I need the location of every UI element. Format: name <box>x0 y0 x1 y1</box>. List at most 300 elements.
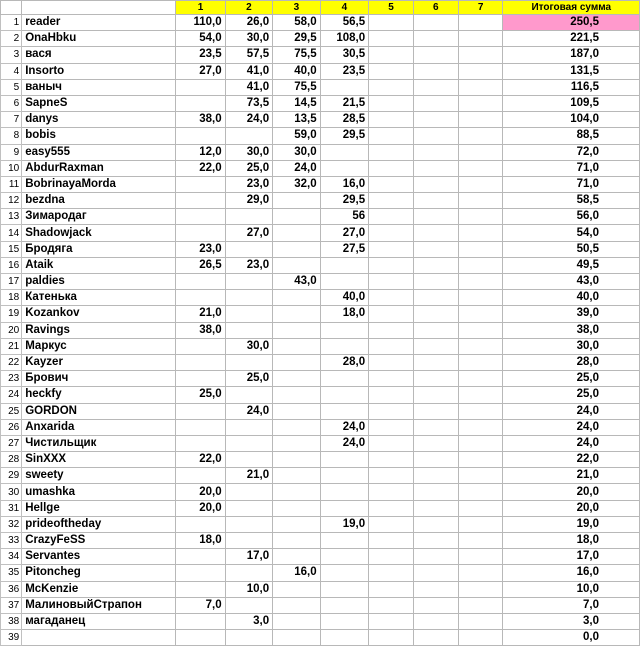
row-number[interactable]: 13 <box>1 209 22 225</box>
round-2-score-cell[interactable]: 30,0 <box>225 31 273 47</box>
row-number[interactable]: 18 <box>1 290 22 306</box>
round-5-score-cell[interactable] <box>369 338 414 354</box>
row-number[interactable]: 20 <box>1 322 22 338</box>
round-2-score-cell[interactable] <box>225 209 273 225</box>
round-6-score-cell[interactable] <box>413 31 458 47</box>
row-number[interactable]: 4 <box>1 63 22 79</box>
player-name-cell[interactable]: heckfy <box>22 387 176 403</box>
round-1-score-cell[interactable] <box>176 581 225 597</box>
round-6-score-cell[interactable] <box>413 209 458 225</box>
total-score-cell[interactable]: 25,0 <box>503 371 640 387</box>
round-1-score-cell[interactable] <box>176 468 225 484</box>
round-7-score-cell[interactable] <box>458 79 503 95</box>
round-1-score-cell[interactable]: 27,0 <box>176 63 225 79</box>
row-number[interactable]: 5 <box>1 79 22 95</box>
round-4-score-cell[interactable] <box>320 549 369 565</box>
round-3-score-cell[interactable] <box>273 630 321 646</box>
round-7-score-cell[interactable] <box>458 306 503 322</box>
round-5-score-cell[interactable] <box>369 468 414 484</box>
round-5-score-cell[interactable] <box>369 500 414 516</box>
round-7-score-cell[interactable] <box>458 95 503 111</box>
round-2-score-cell[interactable]: 29,0 <box>225 193 273 209</box>
round-6-score-cell[interactable] <box>413 225 458 241</box>
round-5-score-cell[interactable] <box>369 435 414 451</box>
round-2-score-cell[interactable] <box>225 630 273 646</box>
round-3-score-cell[interactable] <box>273 484 321 500</box>
row-number[interactable]: 15 <box>1 241 22 257</box>
row-number[interactable]: 10 <box>1 160 22 176</box>
round-7-score-cell[interactable] <box>458 484 503 500</box>
round-7-score-cell[interactable] <box>458 241 503 257</box>
corner-cell[interactable] <box>1 1 22 15</box>
round-1-score-cell[interactable] <box>176 176 225 192</box>
round-1-score-cell[interactable] <box>176 209 225 225</box>
round-1-score-cell[interactable]: 18,0 <box>176 533 225 549</box>
round-1-score-cell[interactable] <box>176 516 225 532</box>
round-2-score-cell[interactable] <box>225 274 273 290</box>
round-5-score-cell[interactable] <box>369 306 414 322</box>
round-7-score-cell[interactable] <box>458 565 503 581</box>
round-3-score-cell[interactable] <box>273 338 321 354</box>
round-4-score-cell[interactable]: 27,5 <box>320 241 369 257</box>
round-7-score-cell[interactable] <box>458 597 503 613</box>
round-2-score-cell[interactable] <box>225 597 273 613</box>
round-5-score-cell[interactable] <box>369 597 414 613</box>
round-5-score-cell[interactable] <box>369 565 414 581</box>
total-score-cell[interactable]: 19,0 <box>503 516 640 532</box>
round-5-score-cell[interactable] <box>369 371 414 387</box>
round-6-score-cell[interactable] <box>413 533 458 549</box>
round-3-score-cell[interactable] <box>273 435 321 451</box>
round-5-score-cell[interactable] <box>369 257 414 273</box>
round-4-score-cell[interactable]: 30,5 <box>320 47 369 63</box>
round-2-score-cell[interactable]: 24,0 <box>225 403 273 419</box>
round-4-score-cell[interactable]: 29,5 <box>320 128 369 144</box>
round-7-score-cell[interactable] <box>458 500 503 516</box>
round-4-score-cell[interactable] <box>320 565 369 581</box>
row-number[interactable]: 32 <box>1 516 22 532</box>
total-score-cell[interactable]: 71,0 <box>503 160 640 176</box>
round-3-score-cell[interactable] <box>273 193 321 209</box>
round-1-score-cell[interactable] <box>176 338 225 354</box>
round-2-score-cell[interactable]: 25,0 <box>225 160 273 176</box>
player-name-cell[interactable]: paldies <box>22 274 176 290</box>
player-name-cell[interactable]: Kozankov <box>22 306 176 322</box>
round-3-score-cell[interactable] <box>273 468 321 484</box>
round-5-score-cell[interactable] <box>369 290 414 306</box>
round-1-score-cell[interactable] <box>176 225 225 241</box>
round-1-score-cell[interactable] <box>176 549 225 565</box>
player-name-cell[interactable]: CrazyFeSS <box>22 533 176 549</box>
round-7-score-cell[interactable] <box>458 387 503 403</box>
round-1-score-cell[interactable]: 12,0 <box>176 144 225 160</box>
round-header-3[interactable]: 3 <box>273 1 321 15</box>
round-7-score-cell[interactable] <box>458 31 503 47</box>
round-2-score-cell[interactable]: 27,0 <box>225 225 273 241</box>
round-2-score-cell[interactable]: 17,0 <box>225 549 273 565</box>
name-header-cell[interactable] <box>22 1 176 15</box>
round-4-score-cell[interactable] <box>320 144 369 160</box>
round-6-score-cell[interactable] <box>413 597 458 613</box>
player-name-cell[interactable]: Маркус <box>22 338 176 354</box>
total-score-cell[interactable]: 24,0 <box>503 435 640 451</box>
round-2-score-cell[interactable]: 57,5 <box>225 47 273 63</box>
round-3-score-cell[interactable] <box>273 290 321 306</box>
player-name-cell[interactable]: Катенька <box>22 290 176 306</box>
player-name-cell[interactable]: магаданец <box>22 613 176 629</box>
total-score-cell[interactable]: 24,0 <box>503 403 640 419</box>
round-6-score-cell[interactable] <box>413 419 458 435</box>
round-3-score-cell[interactable]: 16,0 <box>273 565 321 581</box>
round-4-score-cell[interactable]: 28,5 <box>320 112 369 128</box>
round-1-score-cell[interactable] <box>176 128 225 144</box>
round-3-score-cell[interactable]: 29,5 <box>273 31 321 47</box>
round-5-score-cell[interactable] <box>369 47 414 63</box>
total-score-cell[interactable]: 56,0 <box>503 209 640 225</box>
round-2-score-cell[interactable]: 26,0 <box>225 15 273 31</box>
round-1-score-cell[interactable]: 23,5 <box>176 47 225 63</box>
round-3-score-cell[interactable]: 30,0 <box>273 144 321 160</box>
round-3-score-cell[interactable] <box>273 209 321 225</box>
total-score-cell[interactable]: 131,5 <box>503 63 640 79</box>
round-5-score-cell[interactable] <box>369 225 414 241</box>
round-7-score-cell[interactable] <box>458 354 503 370</box>
round-2-score-cell[interactable] <box>225 241 273 257</box>
total-score-cell[interactable]: 30,0 <box>503 338 640 354</box>
round-1-score-cell[interactable] <box>176 435 225 451</box>
round-1-score-cell[interactable] <box>176 613 225 629</box>
round-3-score-cell[interactable]: 75,5 <box>273 79 321 95</box>
round-3-score-cell[interactable] <box>273 354 321 370</box>
round-7-score-cell[interactable] <box>458 533 503 549</box>
round-2-score-cell[interactable]: 73,5 <box>225 95 273 111</box>
total-score-cell[interactable]: 49,5 <box>503 257 640 273</box>
row-number[interactable]: 24 <box>1 387 22 403</box>
row-number[interactable]: 37 <box>1 597 22 613</box>
total-score-cell[interactable]: 10,0 <box>503 581 640 597</box>
round-5-score-cell[interactable] <box>369 95 414 111</box>
round-5-score-cell[interactable] <box>369 403 414 419</box>
player-name-cell[interactable]: prideoftheday <box>22 516 176 532</box>
total-score-cell[interactable]: 28,0 <box>503 354 640 370</box>
round-1-score-cell[interactable] <box>176 95 225 111</box>
round-4-score-cell[interactable]: 29,5 <box>320 193 369 209</box>
round-3-score-cell[interactable] <box>273 549 321 565</box>
round-2-score-cell[interactable] <box>225 290 273 306</box>
round-6-score-cell[interactable] <box>413 452 458 468</box>
round-3-score-cell[interactable] <box>273 533 321 549</box>
total-score-cell[interactable]: 39,0 <box>503 306 640 322</box>
total-score-cell[interactable]: 16,0 <box>503 565 640 581</box>
total-score-cell[interactable]: 0,0 <box>503 630 640 646</box>
player-name-cell[interactable]: ваныч <box>22 79 176 95</box>
round-3-score-cell[interactable] <box>273 306 321 322</box>
total-score-cell[interactable]: 221,5 <box>503 31 640 47</box>
round-1-score-cell[interactable]: 38,0 <box>176 112 225 128</box>
round-2-score-cell[interactable]: 23,0 <box>225 257 273 273</box>
round-2-score-cell[interactable] <box>225 516 273 532</box>
round-4-score-cell[interactable] <box>320 274 369 290</box>
round-7-score-cell[interactable] <box>458 160 503 176</box>
total-score-cell[interactable]: 187,0 <box>503 47 640 63</box>
round-6-score-cell[interactable] <box>413 387 458 403</box>
row-number[interactable]: 30 <box>1 484 22 500</box>
player-name-cell[interactable]: Servantes <box>22 549 176 565</box>
round-6-score-cell[interactable] <box>413 15 458 31</box>
row-number[interactable]: 28 <box>1 452 22 468</box>
round-7-score-cell[interactable] <box>458 581 503 597</box>
player-name-cell[interactable]: easy555 <box>22 144 176 160</box>
round-6-score-cell[interactable] <box>413 630 458 646</box>
round-4-score-cell[interactable] <box>320 597 369 613</box>
round-4-score-cell[interactable]: 24,0 <box>320 419 369 435</box>
round-6-score-cell[interactable] <box>413 613 458 629</box>
round-6-score-cell[interactable] <box>413 274 458 290</box>
player-name-cell[interactable]: Pitoncheg <box>22 565 176 581</box>
total-score-cell[interactable]: 24,0 <box>503 419 640 435</box>
round-3-score-cell[interactable] <box>273 257 321 273</box>
round-6-score-cell[interactable] <box>413 306 458 322</box>
round-6-score-cell[interactable] <box>413 79 458 95</box>
player-name-cell[interactable]: вася <box>22 47 176 63</box>
round-2-score-cell[interactable] <box>225 484 273 500</box>
round-6-score-cell[interactable] <box>413 128 458 144</box>
round-1-score-cell[interactable]: 20,0 <box>176 484 225 500</box>
round-4-score-cell[interactable] <box>320 533 369 549</box>
total-score-cell[interactable]: 50,5 <box>503 241 640 257</box>
round-5-score-cell[interactable] <box>369 112 414 128</box>
row-number[interactable]: 31 <box>1 500 22 516</box>
round-3-score-cell[interactable] <box>273 500 321 516</box>
total-score-cell[interactable]: 7,0 <box>503 597 640 613</box>
total-score-cell[interactable]: 22,0 <box>503 452 640 468</box>
round-2-score-cell[interactable] <box>225 565 273 581</box>
row-number[interactable]: 2 <box>1 31 22 47</box>
row-number[interactable]: 19 <box>1 306 22 322</box>
round-7-score-cell[interactable] <box>458 144 503 160</box>
round-2-score-cell[interactable]: 23,0 <box>225 176 273 192</box>
round-3-score-cell[interactable] <box>273 225 321 241</box>
player-name-cell[interactable]: Insorto <box>22 63 176 79</box>
total-score-cell[interactable]: 250,5 <box>503 15 640 31</box>
round-4-score-cell[interactable] <box>320 338 369 354</box>
row-number[interactable]: 23 <box>1 371 22 387</box>
round-1-score-cell[interactable]: 22,0 <box>176 452 225 468</box>
player-name-cell[interactable]: Ravings <box>22 322 176 338</box>
round-2-score-cell[interactable]: 24,0 <box>225 112 273 128</box>
round-3-score-cell[interactable] <box>273 419 321 435</box>
row-number[interactable]: 26 <box>1 419 22 435</box>
round-4-score-cell[interactable]: 18,0 <box>320 306 369 322</box>
total-score-cell[interactable]: 104,0 <box>503 112 640 128</box>
round-1-score-cell[interactable]: 22,0 <box>176 160 225 176</box>
player-name-cell[interactable]: Бродяга <box>22 241 176 257</box>
round-5-score-cell[interactable] <box>369 516 414 532</box>
round-4-score-cell[interactable] <box>320 484 369 500</box>
total-score-cell[interactable]: 20,0 <box>503 484 640 500</box>
round-4-score-cell[interactable] <box>320 160 369 176</box>
player-name-cell[interactable]: reader <box>22 15 176 31</box>
round-3-score-cell[interactable]: 59,0 <box>273 128 321 144</box>
round-2-score-cell[interactable]: 41,0 <box>225 79 273 95</box>
player-name-cell[interactable]: bezdna <box>22 193 176 209</box>
round-1-score-cell[interactable] <box>176 354 225 370</box>
total-score-cell[interactable]: 3,0 <box>503 613 640 629</box>
row-number[interactable]: 22 <box>1 354 22 370</box>
round-4-score-cell[interactable] <box>320 371 369 387</box>
round-7-score-cell[interactable] <box>458 371 503 387</box>
row-number[interactable]: 11 <box>1 176 22 192</box>
round-2-score-cell[interactable]: 41,0 <box>225 63 273 79</box>
round-7-score-cell[interactable] <box>458 257 503 273</box>
round-7-score-cell[interactable] <box>458 15 503 31</box>
player-name-cell[interactable] <box>22 630 176 646</box>
round-5-score-cell[interactable] <box>369 322 414 338</box>
row-number[interactable]: 6 <box>1 95 22 111</box>
round-7-score-cell[interactable] <box>458 128 503 144</box>
round-7-score-cell[interactable] <box>458 176 503 192</box>
round-3-score-cell[interactable] <box>273 516 321 532</box>
player-name-cell[interactable]: GORDON <box>22 403 176 419</box>
round-4-score-cell[interactable] <box>320 468 369 484</box>
round-header-5[interactable]: 5 <box>369 1 414 15</box>
round-2-score-cell[interactable]: 30,0 <box>225 144 273 160</box>
round-3-score-cell[interactable]: 24,0 <box>273 160 321 176</box>
round-4-score-cell[interactable] <box>320 387 369 403</box>
round-7-score-cell[interactable] <box>458 225 503 241</box>
round-6-score-cell[interactable] <box>413 500 458 516</box>
round-5-score-cell[interactable] <box>369 484 414 500</box>
round-4-score-cell[interactable]: 108,0 <box>320 31 369 47</box>
player-name-cell[interactable]: danys <box>22 112 176 128</box>
round-6-score-cell[interactable] <box>413 338 458 354</box>
round-7-score-cell[interactable] <box>458 209 503 225</box>
total-score-cell[interactable]: 17,0 <box>503 549 640 565</box>
row-number[interactable]: 8 <box>1 128 22 144</box>
row-number[interactable]: 27 <box>1 435 22 451</box>
round-7-score-cell[interactable] <box>458 63 503 79</box>
round-6-score-cell[interactable] <box>413 176 458 192</box>
round-7-score-cell[interactable] <box>458 193 503 209</box>
round-4-score-cell[interactable]: 16,0 <box>320 176 369 192</box>
round-5-score-cell[interactable] <box>369 419 414 435</box>
player-name-cell[interactable]: МалиновыйСтрапон <box>22 597 176 613</box>
total-score-cell[interactable]: 71,0 <box>503 176 640 192</box>
round-1-score-cell[interactable]: 54,0 <box>176 31 225 47</box>
total-score-cell[interactable]: 40,0 <box>503 290 640 306</box>
total-score-cell[interactable]: 25,0 <box>503 387 640 403</box>
round-4-score-cell[interactable] <box>320 613 369 629</box>
row-number[interactable]: 38 <box>1 613 22 629</box>
round-4-score-cell[interactable]: 56 <box>320 209 369 225</box>
round-2-score-cell[interactable]: 21,0 <box>225 468 273 484</box>
round-5-score-cell[interactable] <box>369 63 414 79</box>
round-3-score-cell[interactable] <box>273 371 321 387</box>
round-3-score-cell[interactable]: 75,5 <box>273 47 321 63</box>
round-6-score-cell[interactable] <box>413 47 458 63</box>
round-6-score-cell[interactable] <box>413 516 458 532</box>
round-6-score-cell[interactable] <box>413 565 458 581</box>
round-2-score-cell[interactable]: 3,0 <box>225 613 273 629</box>
round-7-score-cell[interactable] <box>458 452 503 468</box>
player-name-cell[interactable]: Anxarida <box>22 419 176 435</box>
round-6-score-cell[interactable] <box>413 549 458 565</box>
round-5-score-cell[interactable] <box>369 354 414 370</box>
round-2-score-cell[interactable]: 10,0 <box>225 581 273 597</box>
player-name-cell[interactable]: Hellge <box>22 500 176 516</box>
row-number[interactable]: 36 <box>1 581 22 597</box>
round-3-score-cell[interactable] <box>273 613 321 629</box>
total-score-cell[interactable]: 18,0 <box>503 533 640 549</box>
round-2-score-cell[interactable] <box>225 322 273 338</box>
round-4-score-cell[interactable] <box>320 322 369 338</box>
round-4-score-cell[interactable] <box>320 581 369 597</box>
total-score-cell[interactable]: 20,0 <box>503 500 640 516</box>
total-score-cell[interactable]: 116,5 <box>503 79 640 95</box>
row-number[interactable]: 9 <box>1 144 22 160</box>
round-6-score-cell[interactable] <box>413 371 458 387</box>
total-score-cell[interactable]: 58,5 <box>503 193 640 209</box>
round-2-score-cell[interactable] <box>225 128 273 144</box>
round-1-score-cell[interactable]: 38,0 <box>176 322 225 338</box>
round-4-score-cell[interactable]: 19,0 <box>320 516 369 532</box>
round-4-score-cell[interactable]: 24,0 <box>320 435 369 451</box>
round-6-score-cell[interactable] <box>413 468 458 484</box>
round-7-score-cell[interactable] <box>458 47 503 63</box>
round-4-score-cell[interactable] <box>320 630 369 646</box>
round-2-score-cell[interactable] <box>225 354 273 370</box>
round-1-score-cell[interactable] <box>176 193 225 209</box>
round-1-score-cell[interactable] <box>176 79 225 95</box>
round-6-score-cell[interactable] <box>413 290 458 306</box>
row-number[interactable]: 1 <box>1 15 22 31</box>
row-number[interactable]: 14 <box>1 225 22 241</box>
round-3-score-cell[interactable]: 14,5 <box>273 95 321 111</box>
round-header-2[interactable]: 2 <box>225 1 273 15</box>
round-4-score-cell[interactable]: 27,0 <box>320 225 369 241</box>
round-3-score-cell[interactable] <box>273 597 321 613</box>
round-7-score-cell[interactable] <box>458 516 503 532</box>
round-6-score-cell[interactable] <box>413 322 458 338</box>
player-name-cell[interactable]: SinXXX <box>22 452 176 468</box>
round-5-score-cell[interactable] <box>369 241 414 257</box>
round-5-score-cell[interactable] <box>369 31 414 47</box>
round-7-score-cell[interactable] <box>458 435 503 451</box>
round-1-score-cell[interactable] <box>176 630 225 646</box>
round-5-score-cell[interactable] <box>369 630 414 646</box>
round-5-score-cell[interactable] <box>369 128 414 144</box>
round-5-score-cell[interactable] <box>369 160 414 176</box>
round-6-score-cell[interactable] <box>413 241 458 257</box>
player-name-cell[interactable]: AbdurRaxman <box>22 160 176 176</box>
player-name-cell[interactable]: McKenzie <box>22 581 176 597</box>
round-7-score-cell[interactable] <box>458 274 503 290</box>
round-5-score-cell[interactable] <box>369 387 414 403</box>
round-6-score-cell[interactable] <box>413 354 458 370</box>
round-6-score-cell[interactable] <box>413 112 458 128</box>
row-number[interactable]: 35 <box>1 565 22 581</box>
round-3-score-cell[interactable] <box>273 241 321 257</box>
round-5-score-cell[interactable] <box>369 549 414 565</box>
round-6-score-cell[interactable] <box>413 193 458 209</box>
round-1-score-cell[interactable] <box>176 403 225 419</box>
round-5-score-cell[interactable] <box>369 209 414 225</box>
round-5-score-cell[interactable] <box>369 15 414 31</box>
round-3-score-cell[interactable]: 43,0 <box>273 274 321 290</box>
player-name-cell[interactable]: Зимародаг <box>22 209 176 225</box>
round-3-score-cell[interactable]: 40,0 <box>273 63 321 79</box>
total-score-cell[interactable]: 38,0 <box>503 322 640 338</box>
